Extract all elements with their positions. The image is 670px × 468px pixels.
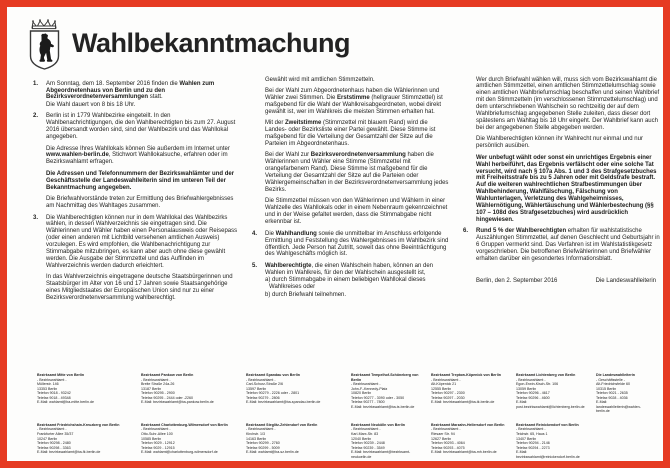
- item-number: 6.: [463, 228, 469, 235]
- office-detail: Telefax 90297 - 2030: [431, 395, 465, 400]
- office-detail: Müllerstr. 146: [37, 382, 59, 387]
- paragraph: [33, 102, 238, 109]
- office-detail: E-Mail: wahlamt@ba-sz.berlin.de: [246, 450, 299, 455]
- office-detail: E-Mail: bezirkswahlamt@ba-mh.berlin.de: [431, 450, 497, 455]
- bold-text-run: www.wahlen-berlin.de: [46, 152, 109, 159]
- paragraph: [252, 77, 449, 84]
- bold-text-run: Wer unbefugt wählt oder sonst ein unrichtiges Ergebnis einer Wahl herbeiführt, das Ergebnis verfälscht oder eine solche Tat versucht, wird nach § 107a Abs. 1 und 3 des Strafgesetzbuches mit Freiheitsstrafe bis zu 5 Jahren oder mit Geldstrafe bestraft. Auf die weiteren wahlrechtlichen Strafbestimmungen über Wahlbehinderung, Wahlfälschung, Fälschung von Wahlunterlagen, Verletzung des Wahlgeheimnisses, Wählernötigung, Wählertäuschung und Wählerbestechung (§§ 107 – 108d des Strafgesetzbuches) wird ausdrücklich hingewiesen.: [476, 154, 657, 223]
- text-run: Bei der Wahl zum Abgeordnetenhaus haben die Wählerinnen und Wähler zwei Stimmen. Die: [265, 88, 440, 101]
- office-detail: - Bezirkswahlamt -: [431, 427, 461, 432]
- item-text: [46, 113, 238, 141]
- paragraph: [33, 171, 238, 192]
- office-detail: Telefax 90298 - 3363: [37, 445, 71, 450]
- bold-text-run: Wahlhandlung: [275, 230, 317, 237]
- numbered-item: [463, 228, 660, 263]
- office-detail: Telefon 90294 - 2146: [516, 441, 550, 446]
- paragraph: [252, 88, 449, 116]
- office-detail: 13407 Berlin: [516, 436, 537, 441]
- bold-text-run: Bezirksverordnetenversammlung: [310, 152, 406, 159]
- office-detail: - Bezirkswahlamt -: [141, 427, 171, 432]
- office-detail: Telefax 90299 - 5009: [246, 445, 280, 450]
- office-detail: Telefon 90299 - 2760: [246, 441, 280, 446]
- office-detail: - Bezirkswahlamt -: [37, 377, 67, 382]
- office-detail: Telefax 90279 - 2806: [246, 395, 280, 400]
- text-run: In das Wahlverzeichnis eingetragene deutsche Staatsbürgerinnen und Staatsbürger im Alter von 16 und 17 Jahren sowie Staatsangehörige eines Mitgliedstaates der Europäischen Union sind nur zu einer Bezirksverordnetenversammlung wahlberechtigt.: [46, 274, 233, 302]
- text-run: Die Briefwahlvorstände treten zur Ermittlung des Briefwahlergebnisses am Nachmittag des Wahltages zusammen.: [46, 196, 234, 210]
- office-detail: - Bezirkswahlamt -: [516, 427, 546, 432]
- office-detail: E-Mail: bezirkswahlamt@ba-spandau.berlin.de: [246, 400, 321, 405]
- address-block: [37, 423, 141, 459]
- office-detail: E-Mail: wahlamt@charlottenburg-wilmersdorf.de: [141, 450, 218, 455]
- text-run: Die Wahl dauert von 8 bis 18 Uhr.: [46, 101, 136, 108]
- paragraph: [463, 155, 660, 224]
- office-detail: Alt-Köpenick 21: [431, 382, 457, 387]
- text-run: erhalten für wahlstatistische Auszählungen Stimmzettel, auf denen Geschlecht und Geburtsjahr in 6 Gruppen vermerkt sind. Das Verfahren ist im Wahlstatistikgesetz vorgeschrieben. Die betroffenen Briefwählerinnen und Briefwähler erhalten darüber ein gesondertes Informationsblatt.: [476, 228, 660, 263]
- office-detail: Telefax 9029 - 12915: [141, 445, 175, 450]
- paragraph: [252, 198, 449, 226]
- address-block: [351, 373, 431, 414]
- bold-text-run: Wahlberechtigte: [265, 262, 312, 269]
- address-block: [516, 423, 596, 459]
- office-detail: E-Mail: post.bezirkswahlamt@lichtenberg.berlin.de: [516, 400, 585, 409]
- bold-text-run: Wahlen zum Abgeordnetenhaus von Berlin und zu den Bezirksverordnetenversammlungen: [46, 80, 215, 101]
- office-name: Bezirksamt Lichtenberg von Berlin: [516, 373, 576, 377]
- office-detail: Otto-Suhr-Allee 100: [141, 432, 173, 437]
- text-run: haben die Wählerinnen und Wähler eine Stimme (Stimmzettel mit orangefarbenem Rand). Diese Stimme ist maßgebend für die Verteilung der Gesamtzahl der Sitze auf die Parteien oder Wählergemeinschaften in der Bezirksverordnetenversammlung jedes Bezirks.: [265, 152, 449, 193]
- office-detail: 13353 Berlin: [37, 386, 58, 391]
- office-detail: Telefon 90295 - 2900: [141, 391, 175, 396]
- numbered-item: [252, 263, 449, 277]
- office-detail: Riesaer Str. 94: [431, 432, 455, 437]
- text-column-3: [463, 76, 660, 302]
- text-run: Mit der: [265, 120, 286, 127]
- office-detail: 10247 Berlin: [37, 436, 58, 441]
- office-detail: Telefon 90296 - 4617: [516, 391, 550, 396]
- office-detail: Frankfurter Allee 35/37: [37, 432, 74, 437]
- office-name: Bezirksamt Steglitz-Zehlendorf von Berlin: [246, 422, 318, 427]
- place-and-date: Berlin, den 2. September 2016: [476, 277, 558, 284]
- office-detail: 13187 Berlin: [141, 386, 162, 391]
- bold-text-run: Erststimme: [337, 94, 370, 101]
- text-column-2: [252, 76, 449, 302]
- sub-item: [252, 277, 449, 291]
- office-name: Bezirksamt Spandau von Berlin: [246, 373, 300, 377]
- item-text: [46, 81, 238, 102]
- body-columns: [7, 67, 663, 302]
- item-text: [265, 263, 449, 277]
- office-detail: E-Mail: bezirkswahlamt@ba-fk.berlin.de: [37, 450, 101, 455]
- office-detail: Teichstr. 65, Haus 1: [516, 432, 548, 437]
- office-detail: E-Mail: wahlamt@ba-mitte.berlin.de: [37, 400, 94, 405]
- bold-text-run: Rund 5 % der Wahlberechtigten: [476, 228, 567, 235]
- office-name: Bezirksamt Tempelhof-Schöneberg von Berlin: [351, 373, 419, 382]
- sub-item: [252, 292, 449, 299]
- item-text: [46, 215, 238, 270]
- office-detail: E-Mail: bezirkswahlamt@ba-pankow.berlin.de: [141, 400, 214, 405]
- office-detail: Telefax 90296 - 4600: [516, 395, 550, 400]
- address-block: [246, 373, 351, 414]
- address-block: [431, 423, 516, 459]
- item-number: 2.: [33, 113, 39, 120]
- office-detail: - Bezirkswahlamt -: [37, 427, 67, 432]
- office-detail: Carl-Schurz-Straße 2/6: [246, 382, 283, 387]
- paragraph: [33, 274, 238, 302]
- office-detail: 13059 Berlin: [516, 386, 537, 391]
- text-run: a) durch Stimmabgabe in einem beliebigen Wahllokal dieses Wahlkreises oder: [265, 277, 426, 291]
- office-detail: 13597 Berlin: [246, 386, 267, 391]
- text-run: b) durch Briefwahl teilnehmen.: [265, 291, 347, 298]
- address-block: [246, 423, 351, 459]
- item-text: [476, 228, 660, 263]
- header: [7, 7, 663, 67]
- office-name: Die Landeswahlleiterin: [596, 373, 635, 377]
- text-run: Die Wahlberechtigten können nur in dem Wahllokal des Wahlbezirks wählen, in dessen Wahlverzeichnis sie eingetragen sind. Die Wählerinnen und Wähler haben einen Personalausweis oder Reisepass (oder einen anderen mit Lichtbild versehenen amtlichen Ausweis) vorzulegen. Es wird empfohlen, die Wahlbenachrichtigung zur Stimmabgabe mitzubringen, es kann aber auch ohne diese gewählt werden. Die Ausgabe der Stimmzettel und das Auffinden im Wahlverzeichnis werden dadurch erleichtert.: [46, 214, 238, 269]
- office-detail: - Bezirkswahlamt -: [351, 382, 381, 387]
- office-detail: 14163 Berlin: [246, 436, 267, 441]
- signature-row: [463, 278, 660, 285]
- office-name: Bezirksamt Reinickendorf von Berlin: [516, 422, 579, 427]
- office-detail: 10820 Berlin: [351, 391, 372, 396]
- text-run: , die einen Wahlschein haben, können an den Wahlen im Wahlkreis, für den der Wahlschein ausgestellt ist,: [265, 262, 433, 276]
- numbered-item: [252, 231, 449, 259]
- office-detail: 12555 Berlin: [431, 386, 452, 391]
- item-text: [265, 231, 449, 259]
- office-detail: Telefax 90294 - 2273: [516, 445, 550, 450]
- office-detail: - Bezirkswahlamt -: [516, 377, 546, 382]
- office-detail: Alt-Friedrichsfelde 60: [596, 382, 630, 387]
- page-title: Wahlbekanntmachung: [72, 28, 351, 58]
- office-detail: Telefon 9018 - 93242: [37, 391, 71, 396]
- office-name: Bezirksamt Neukölln von Berlin: [351, 422, 405, 427]
- office-detail: 10585 Berlin: [141, 436, 162, 441]
- office-detail: Karl-Marx-Str. 83: [351, 432, 379, 437]
- text-run: Die: [265, 230, 276, 237]
- text-run: Am Sonntag, dem 18. September 2016 finden die: [46, 80, 180, 87]
- office-name: Bezirksamt Friedrichshain-Kreuzberg von Berlin: [37, 422, 120, 427]
- office-detail: Telefax 90295 - 2444 oder -2260: [141, 395, 193, 400]
- item-number: 3.: [33, 214, 39, 221]
- text-run: statt.: [148, 94, 163, 101]
- office-detail: Telefon 90239 - 2448: [351, 441, 385, 446]
- office-detail: E-Mail: landeswahlleiterin@wahlen-berlin.de: [596, 400, 641, 414]
- office-detail: Telefon 90279 - 2226 oder - 2801: [246, 391, 300, 396]
- paragraph: [463, 136, 660, 150]
- paragraph: [252, 152, 449, 193]
- paragraph: [33, 196, 238, 210]
- office-detail: Telefax 9018 - 49348: [37, 395, 71, 400]
- office-detail: - Bezirkswahlamt -: [431, 377, 461, 382]
- address-block: [596, 423, 659, 459]
- address-block: [351, 423, 431, 459]
- bold-text-run: Zweitstimme: [285, 120, 322, 127]
- district-offices-footer: [37, 373, 659, 459]
- text-run: Gewählt wird mit amtlichen Stimmzetteln.: [265, 76, 375, 83]
- item-number: 5.: [252, 262, 258, 269]
- office-detail: Telefax 90293 - 4075: [431, 445, 465, 450]
- office-detail: Telefon 9021 - 2635: [596, 391, 628, 396]
- address-block: [37, 373, 141, 414]
- office-detail: E-Mail: bezirkswahlamt@ba-ts.berlin.de: [351, 404, 415, 409]
- office-detail: Egon-Erwin-Kisch-Str. 106: [516, 382, 559, 387]
- address-block: [596, 373, 659, 414]
- item-number: 1.: [33, 80, 39, 87]
- office-name: Bezirksamt Treptow-Köpenick von Berlin: [431, 373, 501, 377]
- office-detail: - Geschäftsstelle -: [596, 377, 625, 382]
- office-detail: Kirchstr. 1/3: [246, 432, 265, 437]
- paragraph: [252, 120, 449, 148]
- office-detail: Telefon 90277 - 3090 oder - 3050: [351, 395, 405, 400]
- office-detail: E-Mail: bezirkswahlamt@ba-tk.berlin.de: [431, 400, 495, 405]
- numbered-item: [33, 113, 238, 141]
- office-name: Bezirksamt Charlottenburg-Wilmersdorf von Berlin: [141, 422, 228, 427]
- text-run: (hellgrauer Stimmzettel) ist maßgebend für die Wahl der Wahlkreisabgeordneten, wobei direkt gewählt ist, wer im Wahlkreis die meisten Stimmen erhalten hat.: [265, 94, 443, 115]
- office-detail: 10315 Berlin: [596, 386, 617, 391]
- office-detail: 12040 Berlin: [351, 436, 372, 441]
- office-name: Bezirksamt Marzahn-Hellersdorf von Berlin: [431, 422, 505, 427]
- numbered-item: [33, 215, 238, 270]
- office-detail: Breite Straße 24a-26: [141, 382, 175, 387]
- item-number: 4.: [252, 230, 258, 237]
- office-detail: - Bezirkswahlamt -: [141, 377, 171, 382]
- office-detail: - Bezirkswahlamt -: [246, 377, 276, 382]
- address-block: [516, 373, 596, 414]
- signer: Die Landeswahlleiterin: [595, 277, 656, 284]
- text-run: , Stichwort Wahllokalsuche, erfahren oder im Bezirkswahlamt erfragen.: [46, 152, 228, 166]
- office-name: Bezirksamt Pankow von Berlin: [141, 373, 194, 377]
- office-detail: Telefax 90239 - 3549: [351, 445, 385, 450]
- office-detail: E-Mail: bezirkswahlamt@bezirksamt-neukoelln.de: [351, 450, 411, 459]
- bold-text-run: Die Adressen und Telefonnummern der Bezirkswahlämter und der Geschäftsstelle der Landeswahlleiterin sind im unteren Teil der Bekanntmachung angegeben.: [46, 170, 235, 191]
- text-run: Bei der Wahl zur: [265, 152, 311, 159]
- text-run: Berlin ist in 1779 Wahlbezirke eingeteilt. In den Wahlbenachrichtigungen, die den Wahlberechtigten bis zum 27. August 2016 übersandt worden sind, sind der Wahlbezirk und das Wahllokal angegeben.: [46, 113, 236, 141]
- office-detail: Telefon 90298 - 2480: [37, 441, 71, 446]
- office-detail: John-F.-Kennedy-Platz: [351, 386, 388, 391]
- text-column-1: [33, 76, 238, 302]
- office-detail: - Bezirkswahlamt -: [351, 427, 381, 432]
- paragraph: [463, 77, 660, 132]
- text-run: (Stimmzettel mit blauem Rand) wird die Landes- oder Bezirksliste einer Partei gewählt. Diese Stimme ist maßgebend für die Verteilung der Gesamtzahl der Sitze auf die Parteien im Abgeordnetenhaus.: [265, 120, 436, 147]
- numbered-item: [33, 81, 238, 102]
- office-detail: Telefon 9029 - 12912: [141, 441, 175, 446]
- office-detail: E-Mail: bezirkswahlamt@reinickendorf.berlin.de: [516, 450, 580, 459]
- office-detail: - Bezirkswahlamt -: [246, 427, 276, 432]
- office-detail: Telefon 90293 - 4064: [431, 441, 465, 446]
- address-block: [141, 373, 246, 414]
- text-run: Wer durch Briefwahl wählen will, muss sich vom Bezirkswahlamt die amtlichen Stimmzettel, einen amtlichen Stimmzettelumschlag sowie einen amtlichen Wahlbriefumschlag beschaffen und seinen Wahlbrief mit den Stimmzetteln (im verschlossenen Stimmzettelumschlag) und dem unterschriebenen Wahlschein so rechtzeitig der auf dem Wahlbriefumschlag angegebenen Stelle zuleiten, dass dieser dort spätestens am Wahltag bis 18 Uhr eingeht. Der Wahlbrief kann auch bei der angegebenen Stelle abgegeben werden.: [476, 76, 660, 131]
- text-run: sowie die unmittelbar im Anschluss erfolgende Ermittlung und Feststellung des Wahlergebnisses im Wahlbezirk sind öffentlich. Jede Person hat Zutritt, soweit das ohne Beeinträchtigung des Wahlgeschäfts möglich ist.: [265, 230, 449, 258]
- address-block: [431, 373, 516, 414]
- paragraph: [33, 146, 238, 167]
- office-detail: Telefax 90277 - 7800: [351, 400, 385, 405]
- text-run: Die Wahlberechtigten können ihr Wahlrecht nur einmal und nur persönlich ausüben.: [476, 136, 643, 150]
- office-detail: 12627 Berlin: [431, 436, 452, 441]
- office-detail: Telefon 90297 - 2300: [431, 391, 465, 396]
- text-run: Die Stimmzettel müssen von den Wählerinnen und Wählern in einer Wahlzelle des Wahllokals oder in einem Nebenraum gekennzeichnet und in der Weise gefaltet werden, dass die Stimmabgabe nicht erkennbar ist.: [265, 198, 448, 226]
- office-detail: Telefax 9028 - 4036: [596, 395, 628, 400]
- office-name: Bezirksamt Mitte von Berlin: [37, 373, 85, 377]
- address-block: [141, 423, 246, 459]
- text-run: Die Adresse Ihres Wahllokals können Sie außerdem im Internet unter: [46, 145, 230, 152]
- berlin-coat-of-arms-icon: [28, 18, 61, 70]
